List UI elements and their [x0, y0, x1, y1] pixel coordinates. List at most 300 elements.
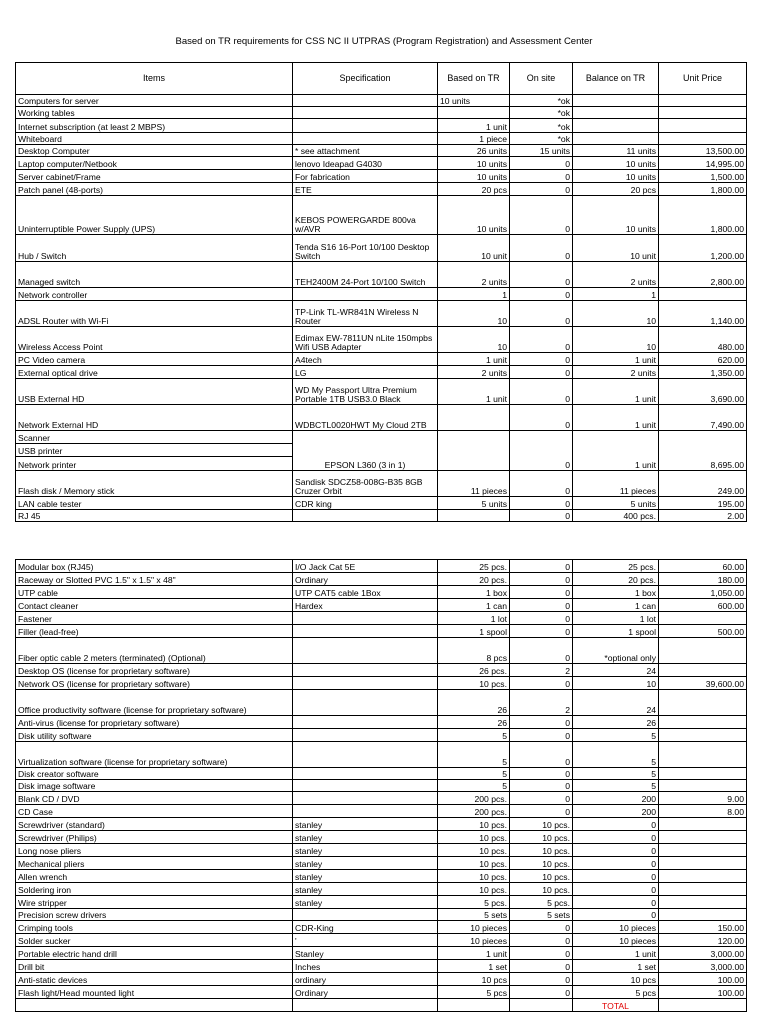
cell-on-site: 0 [510, 196, 573, 235]
cell-item: Disk utility software [16, 729, 293, 742]
cell-based-on-tr: 200 pcs. [438, 792, 510, 805]
table-row [16, 947, 747, 960]
total-row [16, 999, 747, 1012]
cell-specification [293, 999, 438, 1012]
cell-item: Network External HD [16, 405, 293, 431]
cell-specification [293, 638, 438, 664]
cell-balance-on-tr: 10 unit [573, 235, 659, 262]
cell-on-site: 2 [510, 664, 573, 677]
cell-specification [293, 107, 438, 119]
cell-on-site: 0 [510, 586, 573, 599]
cell-based-on-tr: 10 units [438, 157, 510, 170]
cell-unit-price [659, 742, 747, 768]
table-row [16, 638, 747, 664]
table-row [16, 960, 747, 973]
table-row [16, 327, 747, 353]
cell-on-site: 5 pcs. [510, 896, 573, 909]
table-row [16, 831, 747, 844]
cell-balance-on-tr: 11 units [573, 145, 659, 157]
cell-based-on-tr: 5 [438, 729, 510, 742]
cell-specification: CDR-King [293, 921, 438, 934]
cell-unit-price: 249.00 [659, 471, 747, 497]
cell-balance-on-tr: 10 pieces [573, 934, 659, 947]
cell-based-on-tr: 26 pcs. [438, 664, 510, 677]
cell-based-on-tr: 5 pcs [438, 986, 510, 999]
cell-specification: WD My Passport Ultra Premium Portable 1TB USB3.0 Black [293, 379, 438, 405]
cell-specification [293, 780, 438, 792]
cell-unit-price: 150.00 [659, 921, 747, 934]
cell-specification [293, 664, 438, 677]
cell-balance-on-tr: 0 [573, 831, 659, 844]
cell-item: Network OS (license for proprietary software) [16, 677, 293, 690]
cell-balance-on-tr: 5 [573, 729, 659, 742]
table-row [16, 768, 747, 780]
table-row [16, 780, 747, 792]
cell-item: Screwdriver (standard) [16, 818, 293, 831]
cell-balance-on-tr: 1 unit [573, 947, 659, 960]
cell-specification [293, 909, 438, 921]
cell-specification: lenovo Ideapad G4030 [293, 157, 438, 170]
cell-unit-price: 39,600.00 [659, 677, 747, 690]
cell-based-on-tr: 1 unit [438, 379, 510, 405]
cell-based-on-tr [438, 510, 510, 522]
cell-balance-on-tr: 1 unit [573, 405, 659, 431]
table-row [16, 818, 747, 831]
cell-on-site: 0 [510, 379, 573, 405]
table-row [16, 921, 747, 934]
table-row [16, 196, 747, 235]
cell-specification: ETE [293, 183, 438, 196]
cell-item: LAN cable tester [16, 497, 293, 510]
cell-specification: stanley [293, 857, 438, 870]
cell-on-site: 0 [510, 947, 573, 960]
cell-based-on-tr: 1 [438, 288, 510, 301]
table-row [16, 119, 747, 133]
cell-balance-on-tr: 5 [573, 780, 659, 792]
cell-unit-price: 3,000.00 [659, 947, 747, 960]
cell-item: Uninterruptible Power Supply (UPS) [16, 196, 293, 235]
cell-specification: Inches [293, 960, 438, 973]
cell-unit-price: 8.00 [659, 805, 747, 818]
cell-specification [293, 742, 438, 768]
cell-based-on-tr [438, 999, 510, 1012]
cell-on-site: 0 [510, 288, 573, 301]
cell-specification: EPSON L360 (3 in 1) [293, 431, 438, 471]
cell-based-on-tr: 10 pcs. [438, 857, 510, 870]
cell-item: Disk creator software [16, 768, 293, 780]
cell-on-site: *ok [510, 107, 573, 119]
cell-on-site: 0 [510, 638, 573, 664]
cell-balance-on-tr: 1 unit [573, 431, 659, 471]
cell-based-on-tr: 5 [438, 780, 510, 792]
table-row [16, 805, 747, 818]
cell-balance-on-tr: *optional only [573, 638, 659, 664]
supplies-table [15, 559, 747, 1012]
cell-on-site: 0 [510, 170, 573, 183]
cell-item: Virtualization software (license for proprietary software) [16, 742, 293, 768]
cell-on-site: 5 sets [510, 909, 573, 921]
cell-specification [293, 805, 438, 818]
cell-based-on-tr: 10 [438, 327, 510, 353]
cell-item: Contact cleaner [16, 599, 293, 612]
cell-based-on-tr: 1 lot [438, 612, 510, 625]
cell-item: Whiteboard [16, 133, 293, 145]
header-specification: Specification [293, 63, 438, 95]
cell-item: Fastener [16, 612, 293, 625]
table-row [16, 973, 747, 986]
cell-specification: ' [293, 934, 438, 947]
cell-balance-on-tr: 1 set [573, 960, 659, 973]
cell-item: Patch panel (48-ports) [16, 183, 293, 196]
cell-item: CD Case [16, 805, 293, 818]
cell-unit-price: 1,140.00 [659, 301, 747, 327]
cell-unit-price: 8,695.00 [659, 431, 747, 471]
table-row [16, 742, 747, 768]
cell-balance-on-tr: 0 [573, 909, 659, 921]
cell-balance-on-tr [573, 119, 659, 133]
table-row [16, 716, 747, 729]
cell-based-on-tr: 10 pieces [438, 934, 510, 947]
cell-balance-on-tr: 11 pieces [573, 471, 659, 497]
cell-based-on-tr: 10 pcs. [438, 844, 510, 857]
table-row [16, 844, 747, 857]
cell-on-site: 10 pcs. [510, 818, 573, 831]
cell-on-site: 0 [510, 780, 573, 792]
cell-based-on-tr: 1 set [438, 960, 510, 973]
cell-balance-on-tr: 0 [573, 857, 659, 870]
cell-item: Network printer [16, 457, 293, 471]
header-items: Items [16, 63, 293, 95]
cell-on-site: *ok [510, 133, 573, 145]
cell-based-on-tr: 26 [438, 690, 510, 716]
cell-on-site: 0 [510, 729, 573, 742]
cell-based-on-tr: 2 units [438, 262, 510, 288]
cell-balance-on-tr: 10 [573, 327, 659, 353]
cell-item: Long nose pliers [16, 844, 293, 857]
cell-unit-price: 180.00 [659, 573, 747, 586]
cell-balance-on-tr: 10 units [573, 170, 659, 183]
cell-unit-price: 3,000.00 [659, 960, 747, 973]
cell-on-site: 0 [510, 366, 573, 379]
cell-unit-price: 9.00 [659, 792, 747, 805]
table-row [16, 586, 747, 599]
table-row [16, 301, 747, 327]
cell-on-site: 0 [510, 353, 573, 366]
cell-unit-price [659, 690, 747, 716]
cell-balance-on-tr: 24 [573, 664, 659, 677]
cell-based-on-tr: 20 pcs. [438, 573, 510, 586]
cell-based-on-tr: 10 pcs. [438, 883, 510, 896]
cell-on-site: 0 [510, 327, 573, 353]
cell-specification: I/O Jack Cat 5E [293, 560, 438, 573]
cell-on-site: 0 [510, 405, 573, 431]
cell-unit-price [659, 107, 747, 119]
cell-specification: Ordinary [293, 573, 438, 586]
cell-item: Allen wrench [16, 870, 293, 883]
cell-specification: WDBCTL0020HWT My Cloud 2TB [293, 405, 438, 431]
table-row [16, 183, 747, 196]
cell-specification [293, 729, 438, 742]
cell-item: Wire stripper [16, 896, 293, 909]
cell-based-on-tr: 1 can [438, 599, 510, 612]
table-row [16, 157, 747, 170]
cell-based-on-tr: 5 [438, 742, 510, 768]
table-row [16, 133, 747, 145]
cell-specification: Stanley [293, 947, 438, 960]
cell-item: Internet subscription (at least 2 MBPS) [16, 119, 293, 133]
cell-specification [293, 288, 438, 301]
cell-specification: For fabrication [293, 170, 438, 183]
cell-unit-price: 1,350.00 [659, 366, 747, 379]
cell-specification [293, 716, 438, 729]
cell-on-site: 0 [510, 625, 573, 638]
table-row [16, 625, 747, 638]
cell-item: Fiber optic cable 2 meters (terminated) (Optional) [16, 638, 293, 664]
cell-balance-on-tr: 0 [573, 870, 659, 883]
cell-balance-on-tr: 1 spool [573, 625, 659, 638]
cell-unit-price [659, 999, 747, 1012]
table-row [16, 170, 747, 183]
cell-item [16, 999, 293, 1012]
cell-balance-on-tr: 0 [573, 818, 659, 831]
cell-unit-price [659, 729, 747, 742]
cell-unit-price [659, 780, 747, 792]
cell-on-site: *ok [510, 95, 573, 107]
cell-balance-on-tr: 2 units [573, 366, 659, 379]
table-row [16, 497, 747, 510]
cell-on-site [510, 999, 573, 1012]
cell-balance-on-tr: 5 units [573, 497, 659, 510]
cell-item: Laptop computer/Netbook [16, 157, 293, 170]
cell-unit-price [659, 716, 747, 729]
cell-based-on-tr: 10 pieces [438, 921, 510, 934]
cell-balance-on-tr: 5 [573, 768, 659, 780]
cell-balance-on-tr: 10 pieces [573, 921, 659, 934]
cell-specification: stanley [293, 818, 438, 831]
cell-on-site: 0 [510, 792, 573, 805]
cell-on-site: 0 [510, 301, 573, 327]
cell-based-on-tr: 25 pcs. [438, 560, 510, 573]
cell-unit-price: 2,800.00 [659, 262, 747, 288]
cell-specification [293, 690, 438, 716]
cell-unit-price: 620.00 [659, 353, 747, 366]
cell-balance-on-tr: 200 [573, 792, 659, 805]
cell-balance-on-tr [573, 95, 659, 107]
table-row [16, 599, 747, 612]
cell-based-on-tr: 20 pcs [438, 183, 510, 196]
cell-on-site: 0 [510, 235, 573, 262]
table-row [16, 95, 747, 107]
cell-on-site: 2 [510, 690, 573, 716]
cell-item: Flash light/Head mounted light [16, 986, 293, 999]
cell-unit-price [659, 768, 747, 780]
cell-specification: KEBOS POWERGARDE 800va w/AVR [293, 196, 438, 235]
cell-balance-on-tr: 20 pcs. [573, 573, 659, 586]
cell-unit-price [659, 664, 747, 677]
header-unit-price: Unit Price [659, 63, 747, 95]
cell-unit-price: 1,500.00 [659, 170, 747, 183]
cell-item: ADSL Router with Wi-Fi [16, 301, 293, 327]
requirements-table [15, 62, 747, 522]
cell-item: UTP cable [16, 586, 293, 599]
cell-on-site: 0 [510, 742, 573, 768]
table-row [16, 145, 747, 157]
cell-balance-on-tr: 10 [573, 301, 659, 327]
cell-based-on-tr: 5 sets [438, 909, 510, 921]
cell-based-on-tr [438, 431, 510, 471]
cell-balance-on-tr: 0 [573, 896, 659, 909]
cell-balance-on-tr: 1 can [573, 599, 659, 612]
cell-item: Drill bit [16, 960, 293, 973]
cell-based-on-tr [438, 107, 510, 119]
cell-based-on-tr: 10 pcs. [438, 831, 510, 844]
cell-item: USB External HD [16, 379, 293, 405]
cell-item: Working tables [16, 107, 293, 119]
cell-on-site: 0 [510, 510, 573, 522]
cell-based-on-tr: 1 piece [438, 133, 510, 145]
cell-specification: ordinary [293, 973, 438, 986]
cell-based-on-tr: 5 pcs. [438, 896, 510, 909]
cell-specification [293, 792, 438, 805]
cell-on-site: 0 [510, 973, 573, 986]
cell-item: Flash disk / Memory stick [16, 471, 293, 497]
cell-unit-price: 14,995.00 [659, 157, 747, 170]
cell-specification: stanley [293, 844, 438, 857]
cell-balance-on-tr: 1 [573, 288, 659, 301]
table-row [16, 573, 747, 586]
cell-unit-price: 13,500.00 [659, 145, 747, 157]
cell-item: External optical drive [16, 366, 293, 379]
cell-based-on-tr: 1 box [438, 586, 510, 599]
table-row [16, 612, 747, 625]
cell-item: Desktop Computer [16, 145, 293, 157]
cell-specification: CDR king [293, 497, 438, 510]
header-based-on-tr: Based on TR [438, 63, 510, 95]
cell-specification: Sandisk SDCZ58-008G-B35 8GB Cruzer Orbit [293, 471, 438, 497]
cell-unit-price: 195.00 [659, 497, 747, 510]
cell-based-on-tr: 11 pieces [438, 471, 510, 497]
page-title: Based on TR requirements for CSS NC II UTPRAS (Program Registration) and Assessment Center [175, 36, 593, 47]
cell-item: Office productivity software (license for proprietary software) [16, 690, 293, 716]
cell-based-on-tr: 10 units [438, 95, 510, 107]
cell-specification: Tenda S16 16-Port 10/100 Desktop Switch [293, 235, 438, 262]
cell-item: Hub / Switch [16, 235, 293, 262]
table-row [16, 431, 747, 444]
cell-item: Scanner [16, 431, 293, 444]
table-row [16, 909, 747, 921]
table-row [16, 792, 747, 805]
cell-on-site: 0 [510, 431, 573, 471]
cell-specification [293, 119, 438, 133]
cell-unit-price [659, 288, 747, 301]
cell-item: PC Video camera [16, 353, 293, 366]
cell-balance-on-tr: 10 pcs [573, 973, 659, 986]
cell-item: Desktop OS (license for proprietary software) [16, 664, 293, 677]
cell-unit-price [659, 909, 747, 921]
cell-specification: stanley [293, 831, 438, 844]
table-row [16, 870, 747, 883]
cell-unit-price [659, 119, 747, 133]
cell-balance-on-tr: 10 units [573, 196, 659, 235]
cell-based-on-tr: 10 pcs. [438, 818, 510, 831]
cell-item: Crimping tools [16, 921, 293, 934]
cell-item: Soldering iron [16, 883, 293, 896]
cell-unit-price: 3,690.00 [659, 379, 747, 405]
cell-unit-price: 1,800.00 [659, 183, 747, 196]
cell-balance-on-tr: 5 pcs [573, 986, 659, 999]
cell-based-on-tr: 10 pcs [438, 973, 510, 986]
cell-balance-on-tr: 2 units [573, 262, 659, 288]
cell-on-site: 0 [510, 677, 573, 690]
cell-balance-on-tr: 10 [573, 677, 659, 690]
table-row [16, 235, 747, 262]
cell-on-site: 0 [510, 768, 573, 780]
cell-based-on-tr [438, 405, 510, 431]
cell-balance-on-tr: 26 [573, 716, 659, 729]
cell-specification [293, 625, 438, 638]
cell-balance-on-tr: 24 [573, 690, 659, 716]
cell-balance-on-tr: 5 [573, 742, 659, 768]
cell-on-site: 15 units [510, 145, 573, 157]
table-row [16, 353, 747, 366]
cell-unit-price: 100.00 [659, 973, 747, 986]
cell-unit-price: 1,800.00 [659, 196, 747, 235]
cell-balance-on-tr: 1 lot [573, 612, 659, 625]
table-header-row [16, 63, 747, 95]
cell-specification [293, 677, 438, 690]
cell-on-site: 0 [510, 934, 573, 947]
cell-specification [293, 510, 438, 522]
cell-based-on-tr: 10 units [438, 170, 510, 183]
header-balance-on-tr: Balance on TR [573, 63, 659, 95]
table-row [16, 560, 747, 573]
cell-based-on-tr: 10 unit [438, 235, 510, 262]
cell-specification [293, 95, 438, 107]
cell-unit-price [659, 870, 747, 883]
cell-unit-price: 600.00 [659, 599, 747, 612]
cell-on-site: 10 pcs. [510, 831, 573, 844]
cell-based-on-tr: 26 units [438, 145, 510, 157]
cell-balance-on-tr: 0 [573, 844, 659, 857]
cell-on-site: 0 [510, 960, 573, 973]
cell-specification [293, 612, 438, 625]
table-row [16, 729, 747, 742]
cell-item: Wireless Access Point [16, 327, 293, 353]
table-row [16, 677, 747, 690]
cell-specification [293, 133, 438, 145]
cell-based-on-tr: 5 units [438, 497, 510, 510]
cell-item: Disk image software [16, 780, 293, 792]
cell-item: Filler (lead-free) [16, 625, 293, 638]
cell-balance-on-tr: 1 unit [573, 379, 659, 405]
cell-item: Anti-static devices [16, 973, 293, 986]
cell-unit-price: 1,200.00 [659, 235, 747, 262]
table-row [16, 690, 747, 716]
header-on-site: On site [510, 63, 573, 95]
cell-item: Server cabinet/Frame [16, 170, 293, 183]
cell-balance-on-tr [573, 133, 659, 145]
cell-specification: stanley [293, 883, 438, 896]
cell-based-on-tr: 10 [438, 301, 510, 327]
table-row [16, 405, 747, 431]
cell-unit-price [659, 612, 747, 625]
cell-unit-price: 2.00 [659, 510, 747, 522]
cell-based-on-tr: 1 spool [438, 625, 510, 638]
cell-unit-price [659, 95, 747, 107]
table-row [16, 288, 747, 301]
cell-on-site: 0 [510, 157, 573, 170]
cell-unit-price [659, 818, 747, 831]
